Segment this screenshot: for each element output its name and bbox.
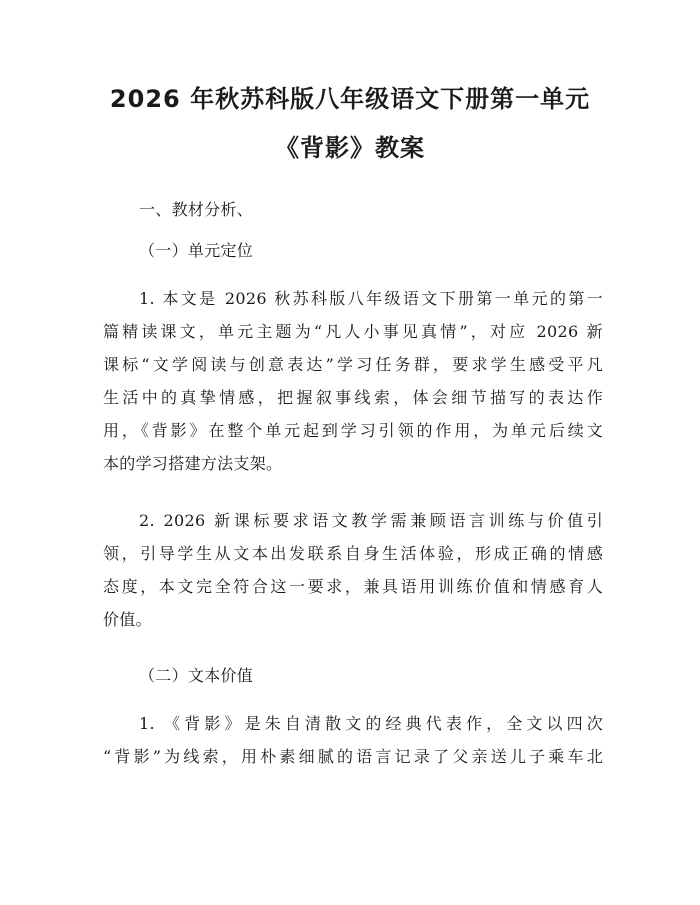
subsection-heading-1: （一）单元定位 — [139, 241, 254, 260]
document-title-line-2: 《背影》教案 — [275, 134, 425, 162]
paragraph-2-line-2: 领，引导学生从文本出发联系自身生活体验，形成正确的情感 — [103, 544, 603, 563]
paragraph-3-line-1: 1. 《背影》是朱自清散文的经典代表作，全文以四次 — [139, 714, 603, 733]
paragraph-1-line-6: 本的学习搭建方法支架。 — [103, 454, 283, 473]
document-title-line-1: 2026 年秋苏科版八年级语文下册第一单元 — [109, 85, 591, 113]
paragraph-2-line-1: 2. 2026 新课标要求语文教学需兼顾语言训练与价值引 — [139, 511, 603, 530]
paragraph-1-line-2: 篇精读课文，单元主题为“凡人小事见真情”，对应 2026 新 — [103, 322, 603, 341]
paragraph-2-line-3: 态度，本文完全符合这一要求，兼具语用训练价值和情感育人 — [103, 577, 603, 596]
paragraph-2-line-4: 价值。 — [103, 610, 152, 629]
paragraph-1-line-3: 课标“文学阅读与创意表达”学习任务群，要求学生感受平凡 — [103, 355, 603, 374]
paragraph-1-line-1: 1. 本文是 2026 秋苏科版八年级语文下册第一单元的第一 — [139, 289, 603, 308]
paragraph-3-line-2: “背影”为线索，用朴素细腻的语言记录了父亲送儿子乘车北 — [103, 747, 603, 766]
paragraph-1-line-5: 用，《背影》在整个单元起到学习引领的作用，为单元后续文 — [103, 421, 603, 440]
section-heading-1: 一、教材分析、 — [139, 200, 254, 219]
paragraph-1-line-4: 生活中的真挚情感，把握叙事线索，体会细节描写的表达作 — [103, 388, 603, 407]
subsection-heading-2: （二）文本价值 — [139, 666, 254, 685]
